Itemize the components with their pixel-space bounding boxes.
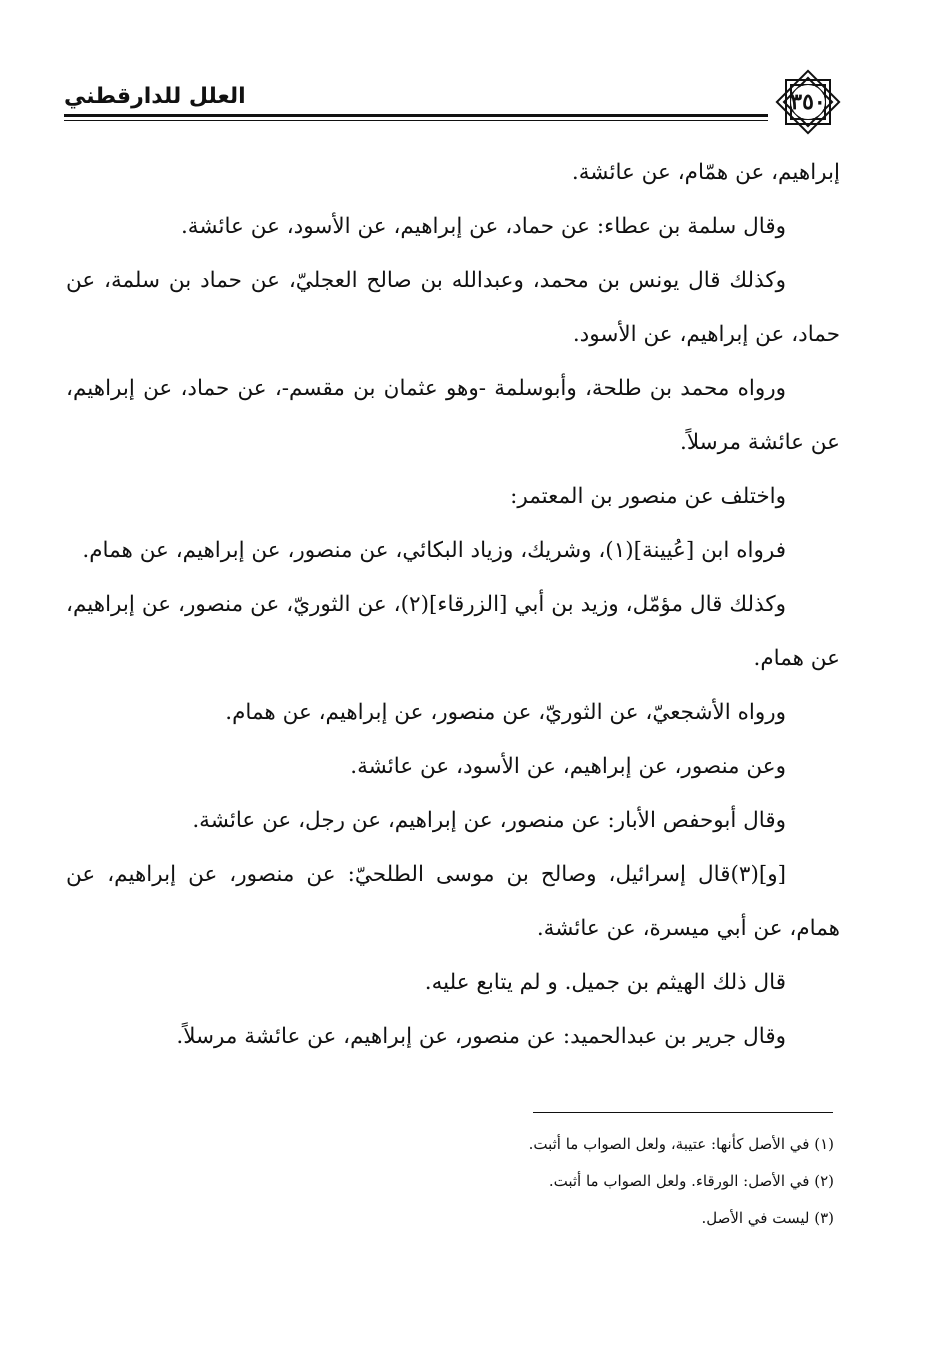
paragraph: وكذلك قال مؤمّل، وزيد بن أبي [الزرقاء](٢)، عن الثوريّ، عن منصور، عن إبراهيم، عن همام. xyxy=(66,592,840,671)
paragraph: فرواه ابن [عُيينة](١)، وشريك، وزياد البكائي، عن منصور، عن إبراهيم، عن همام. xyxy=(82,538,786,563)
footnote: (٢) في الأصل: الورقاء. ولعل الصواب ما أثبت. xyxy=(548,1172,834,1190)
running-title: العلل للدارقطني xyxy=(64,84,246,109)
footnote-separator xyxy=(533,1112,833,1113)
paragraph: ورواه محمد بن طلحة، وأبوسلمة -وهو عثمان بن مقسم-، عن حماد، عن إبراهيم، عن عائشة مرسلاً. xyxy=(66,376,840,455)
footnotes xyxy=(420,1126,834,1237)
paragraph: [و](٣)قال إسرائيل، وصالح بن موسى الطلحيّ: عن منصور، عن إبراهيم، عن همام، عن أبي ميسرة، عن عائشة. xyxy=(66,862,840,941)
paragraph: وقال سلمة بن عطاء: عن حماد، عن إبراهيم، عن الأسود، عن عائشة. xyxy=(180,214,786,239)
page-number: ٣٥٠ xyxy=(790,89,826,115)
paragraph: إبراهيم، عن همّام، عن عائشة. xyxy=(571,160,840,185)
paragraph: وكذلك قال يونس بن محمد، وعبدالله بن صالح العجليّ، عن حماد بن سلمة، عن حماد، عن إبراهيم، عن الأسود. xyxy=(66,268,840,347)
header-rule-thick xyxy=(64,114,768,117)
paragraph: وعن منصور، عن إبراهيم، عن الأسود، عن عائشة. xyxy=(350,754,786,779)
footnote: (١) في الأصل كأنها: عتيبة، ولعل الصواب ما أثبت. xyxy=(528,1135,834,1153)
paragraph: ورواه الأشجعيّ، عن الثوريّ، عن منصور، عن إبراهيم، عن همام. xyxy=(225,700,786,725)
header-rule-thin xyxy=(64,120,768,121)
paragraph: وقال جرير بن عبدالحميد: عن منصور، عن إبراهيم، عن عائشة مرسلاً. xyxy=(176,1024,786,1049)
paragraph: قال ذلك الهيثم بن جميل. و لم يتابع عليه. xyxy=(424,970,786,995)
page-header xyxy=(64,66,844,126)
main-text xyxy=(66,146,840,1064)
paragraph: وقال أبوحفص الأبار: عن منصور، عن إبراهيم، عن رجل، عن عائشة. xyxy=(192,808,786,833)
paragraph: واختلف عن منصور بن المعتمر: xyxy=(510,484,786,509)
footnote: (٣) ليست في الأصل. xyxy=(701,1209,834,1227)
